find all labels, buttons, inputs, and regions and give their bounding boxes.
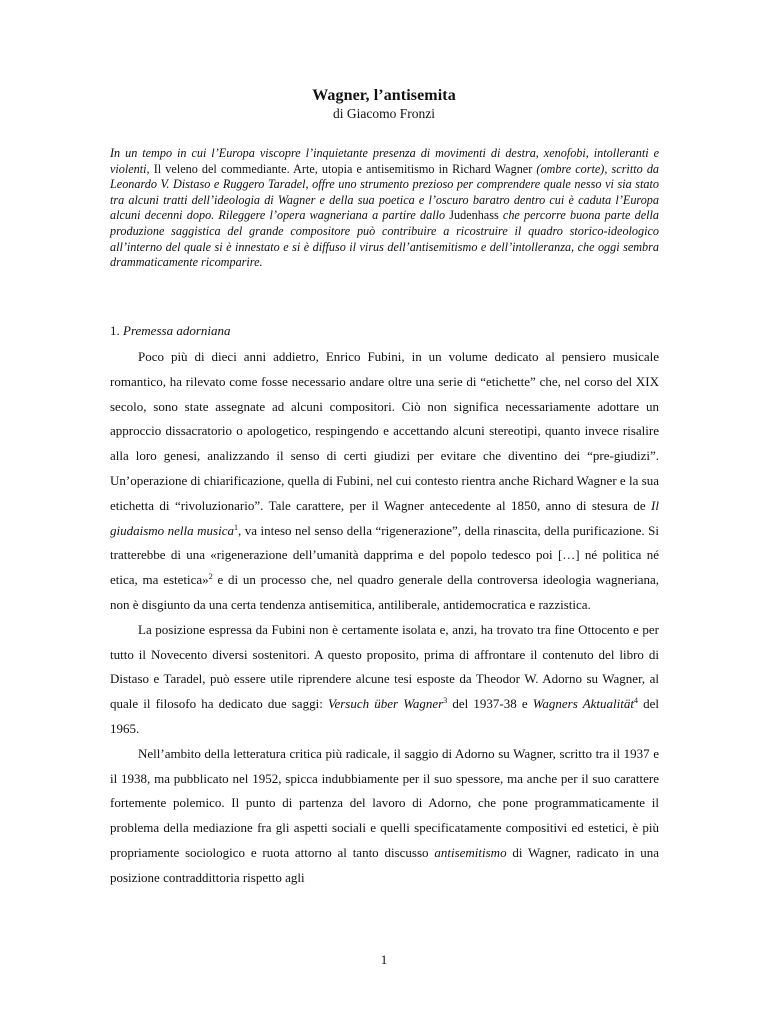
paragraph-3-text-2: di Wagner, radicato in una posizione contraddittoria rispetto agli — [110, 844, 659, 885]
paragraph-1-text-1: Poco più di dieci anni addietro, Enrico Fubini, in un volume dedicato al pensiero musicale romantico, ha rilevato come fosse necessario andare oltre una serie di “etichette” che, nel corso del XIX secolo, sono state assegnate ad alcuni compositori. Ciò non significa necessariamente adottare un approccio dissacratorio o apologetico, respingendo e accettando alcuni stereotipi, quanto invece risalire alla loro genesi, analizzando il senso di certi giudizi per evitare che diventino dei “pre-giudizi”. Un’operazione di chiarificazione, quella di Fubini, nel cui contesto rientra anche Richard Wagner e la sua etichetta di “rivoluzionario”. Tale carattere, per il Wagner antecedente al 1850, anno di stesura de — [110, 349, 659, 513]
article-author: di Giacomo Fronzi — [333, 106, 435, 121]
judenhass-term: Judenhass — [445, 208, 503, 223]
book-title: Il veleno del commediante. Arte, utopia e antisemitismo in Richard Wagner — [149, 161, 537, 176]
paragraph-2-text-2: del 1937-38 e — [447, 696, 533, 712]
abstract-text-3: che percorre buona parte della produzione saggistica del grande compositore può contribuire a ricostruire il quadro storico-ideologico all’interno del quale si è innestato e si è diffuso il virus dell’antisemitismo e dell’intolleranza, che oggi sembra drammaticamente ricomparire. — [110, 208, 659, 270]
cited-work-aktualitat: Wagners Aktualität — [532, 696, 634, 712]
paragraph-1-text-3: e di un processo che, nel quadro generale della controversa ideologia wagneriana, non è disgiunto da una certa tendenza antisemitica, antiliberale, antidemocratica e razzistica. — [110, 572, 660, 612]
paragraph-3-text-1: Nell’ambito della letteratura critica più radicale, il saggio di Adorno su Wagner, scritto tra il 1937 e il 1938, ma pubblicato nel 1952, spicca indubbiamente per il suo spessore, ma anche per il suo carattere fortemente polemico. Il punto di partenza del lavoro di Adorno, che pone programmaticamente il problema della mediazione fra gli aspetti sociali e quelli specificatamente compositivi ed estetici, è più propriamente sociologico e ruota attorno al tanto discusso — [110, 745, 659, 860]
abstract-text-1: In un tempo in cui l’Europa viscopre l’inquietante presenza di movimenti di destra, xenofobi, intolleranti e violenti, — [110, 146, 659, 176]
page-number: 1 — [380, 952, 388, 967]
footnote-ref-3[interactable]: 3 — [443, 696, 448, 706]
abstract-text-2: (ombre corte), scritto da Leonardo V. Distaso e Ruggero Taradel, offre uno strumento prezioso per comprendere quale nesso vi sia stato tra alcuni tratti dell’ideologia di Wagner e della sua poetica e l’oscuro baratro dentro cui è caduta l’Europa alcuni decenni dopo. Rileggere l’opera wagneriana a partire dallo — [110, 161, 660, 223]
article-title: Wagner, l’antisemita — [312, 87, 456, 104]
term-antisemitismo: antisemitismo — [434, 844, 507, 860]
paragraph-1 — [110, 345, 659, 618]
section-title: Premessa adorniana — [123, 323, 231, 338]
footnote-ref-2[interactable]: 2 — [208, 572, 213, 582]
paragraph-1-text-2: , va inteso nel senso della “rigenerazione”, della rinascita, della purificazione. Si tratterebbe di una «rigenerazione dell’umanità dapprima e del popolo tedesco poi […] né politica né etica, ma estetica» — [110, 522, 659, 588]
paragraph-2-text-1: La posizione espressa da Fubini non è certamente isolata e, anzi, ha trovato tra fine Ottocento e per tutto il Novecento diversi sostenitori. A questo proposito, prima di affrontare il contenuto del libro di Distaso e Taradel, può essere utile riprendere alcune tesi esposte da Theodor W. Adorno su Wagner, al quale il filosofo ha dedicato due saggi: — [110, 621, 659, 712]
cited-work-versuch: Versuch über Wagner — [327, 696, 444, 712]
paragraph-3 — [110, 742, 659, 891]
body-text — [110, 345, 659, 891]
section-heading — [110, 323, 231, 339]
cited-work-giudaismo: Il giudaismo nella musica — [110, 497, 659, 538]
paragraph-2 — [110, 618, 659, 742]
abstract — [110, 146, 659, 271]
footnote-ref-4[interactable]: 4 — [633, 696, 638, 706]
paragraph-2-text-3: del 1965. — [110, 696, 659, 736]
footnote-ref-1[interactable]: 1 — [233, 522, 238, 532]
section-number: 1. — [110, 323, 123, 338]
